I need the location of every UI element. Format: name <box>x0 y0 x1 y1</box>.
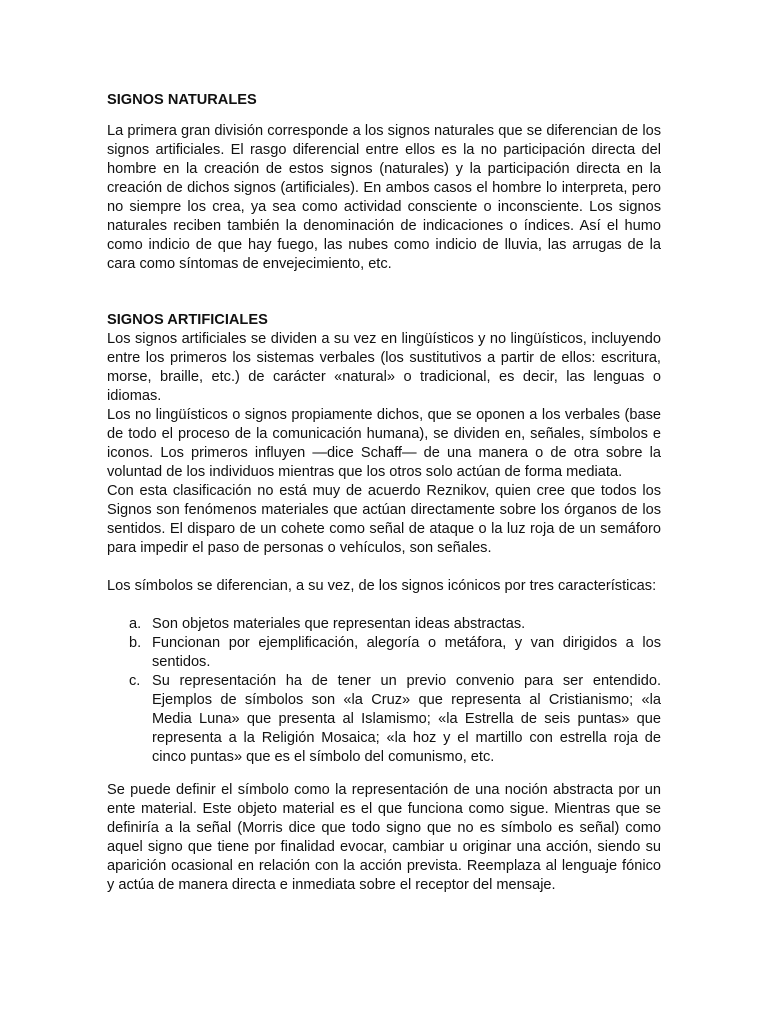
paragraph-linguisticos: Los signos artificiales se dividen a su vez en lingüísticos y no lingüísticos, incluyendo entre los primeros los sistemas verbales (los sustitutivos a partir de ellos: escritura, morse, braille, etc.) de carácter «natural» o tradicional, es decir, las lenguas o idiomas. <box>107 331 661 404</box>
list-item <box>107 672 661 767</box>
list-intro: Los símbolos se diferencian, a su vez, de los signos icónicos por tres características: <box>107 578 657 594</box>
list-item <box>107 634 661 672</box>
list-marker: c. <box>129 673 141 689</box>
paragraph-definicion-simbolo: Se puede definir el símbolo como la representación de una noción abstracta por un ente material. Este objeto material es el que funciona como sigue. Mientras que se definiría a la señal (Morris dice que todo signo que no es símbolo es señal) como aquel signo que tiene por finalidad evocar, cambiar u originar una acción, siendo su aparición ocasional en relación con la acción prevista. Reemplaza al lenguaje fónico y actúa de manera directa e inmediata sobre el receptor del mensaje. <box>107 782 661 893</box>
list-item-text: Funcionan por ejemplificación, alegoría o metáfora, y van dirigidos a los sentidos. <box>152 635 661 670</box>
list-marker: a. <box>129 616 142 632</box>
paragraph-reznikov: Con esta clasificación no está muy de acuerdo Reznikov, quien cree que todos los Signos son fenómenos materiales que actúan directamente sobre los órganos de los sentidos. El disparo de un cohete como señal de ataque o la luz roja de un semáforo para impedir el paso de personas o vehículos, son señales. <box>107 483 661 556</box>
paragraph-no-linguisticos: Los no lingüísticos o signos propiamente dichos, que se oponen a los verbales (base de todo el proceso de la comunicación humana), se dividen en, señales, símbolos e iconos. Los primeros influyen —dice Schaff— de una manera o de otra sobre la voluntad de los individuos mientras que los otros solo actúan de forma mediata. <box>107 407 661 480</box>
document-page <box>107 91 661 895</box>
paragraph-signos-naturales: La primera gran división corresponde a los signos naturales que se diferencian de los signos artificiales. El rasgo diferencial entre ellos es la no participación directa del hombre en la creación de estos signos (naturales) y la participación directa en la creación de dichos signos (artificiales). En ambos casos el hombre lo interpreta, pero no siempre los crea, ya sea como actividad consciente o inconsciente. Los signos naturales reciben también la denominación de indicaciones o índices. Así el humo como indicio de que hay fuego, las nubes como indicio de lluvia, las arrugas de la cara como síntomas de envejecimiento, etc. <box>107 123 661 272</box>
list-marker: b. <box>129 635 142 651</box>
spacer <box>107 596 661 615</box>
heading-signos-artificiales: SIGNOS ARTIFICIALES <box>107 312 268 328</box>
list-item-text: Son objetos materiales que representan ideas abstractas. <box>152 616 526 632</box>
section-signos-artificiales <box>107 311 661 895</box>
list-item <box>107 615 661 634</box>
spacer <box>107 767 661 781</box>
characteristics-list <box>107 615 661 767</box>
spacer <box>107 558 661 577</box>
list-item-text: Su representación ha de tener un previo convenio para ser entendido. Ejemplos de símbolos son «la Cruz» que representa al Cristianismo; «la Media Luna» que presenta al Islamismo; «la Estrella de seis puntas» que representa a la Religión Mosaica; «la hoz y el martillo con estrella roja de cinco puntas» que es el símbolo del comunismo, etc. <box>152 673 661 765</box>
heading-signos-naturales: SIGNOS NATURALES <box>107 92 257 108</box>
